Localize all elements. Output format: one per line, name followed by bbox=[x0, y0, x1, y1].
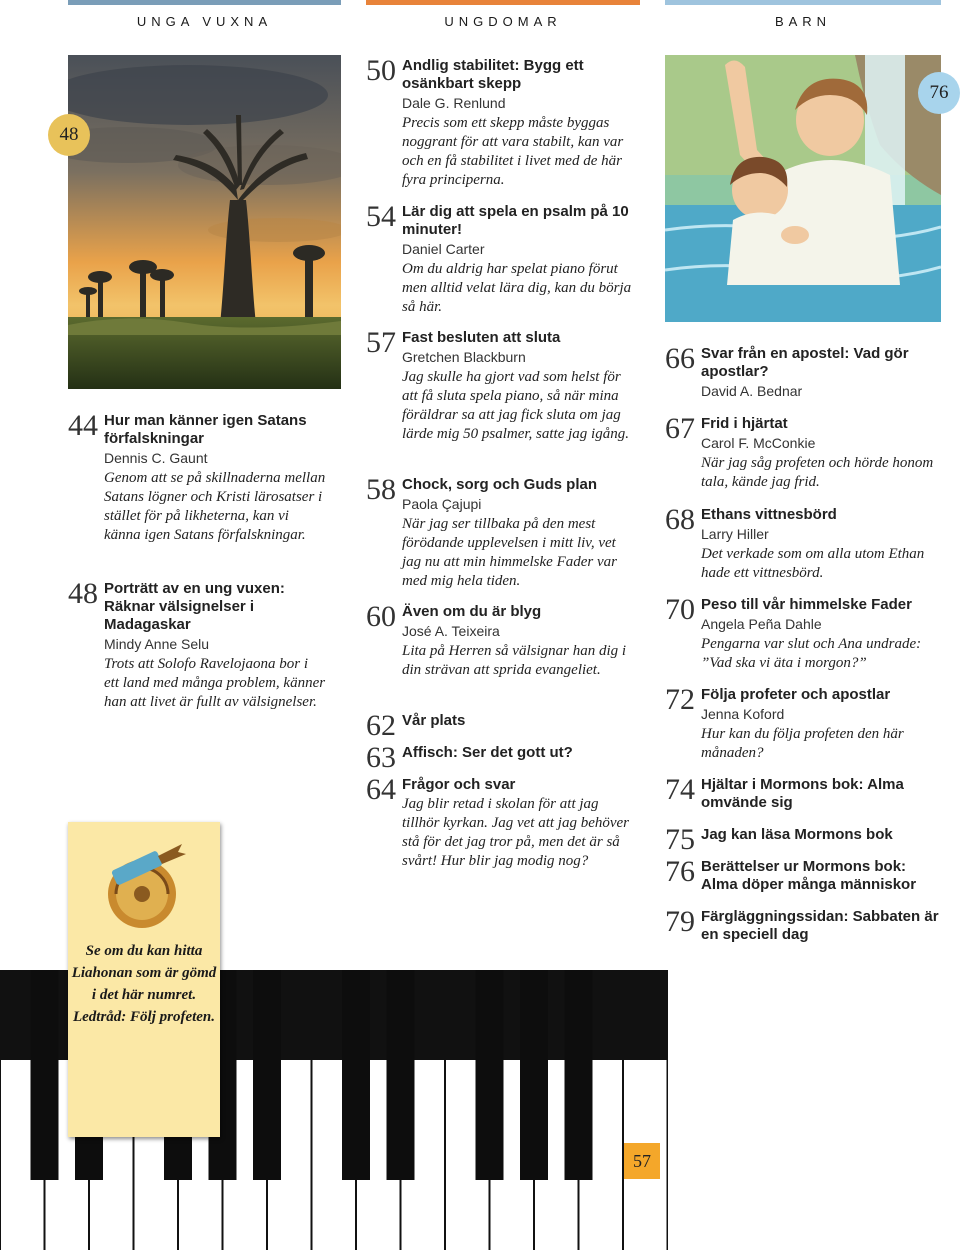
entry-title: Svar från en apostel: Vad gör apostlar? bbox=[701, 345, 909, 380]
toc-entry-79[interactable] bbox=[665, 905, 945, 944]
entry-description: Om du aldrig har spelat piano förut men alltid velat lära dig, kan du börja så här. bbox=[402, 261, 632, 315]
photo-graphic bbox=[68, 55, 341, 389]
toc-entry-63[interactable] bbox=[366, 741, 638, 774]
toc-entry-57[interactable] bbox=[366, 326, 638, 444]
entry-title: Affisch: Ser det gott ut? bbox=[402, 744, 573, 761]
entry-title: Även om du är blyg bbox=[402, 603, 542, 620]
section-label: BARN bbox=[774, 14, 832, 29]
page-number: 57 bbox=[633, 1150, 651, 1171]
entry-author: Carol F. McConkie bbox=[701, 435, 816, 451]
entry-number: 70 bbox=[665, 593, 695, 626]
toc-entry-67[interactable] bbox=[665, 412, 945, 492]
entry-description: När jag ser tillbaka på den mest förödande upplevelsen i mitt liv, vet jag nu att min himmelske Fader var med mig hela tiden. bbox=[402, 516, 617, 589]
entry-number: 50 bbox=[366, 54, 396, 87]
entry-number: 72 bbox=[665, 683, 695, 716]
entry-title: Peso till vår himmelske Fader bbox=[701, 596, 912, 613]
entry-title: Porträtt av en ung vuxen: Räknar välsignelser i Madagaskar bbox=[104, 580, 285, 633]
entry-author: David A. Bednar bbox=[701, 383, 803, 399]
entry-author: Angela Peña Dahle bbox=[701, 616, 822, 632]
entry-title: Andlig stabilitet: Bygg ett osänkbart skepp bbox=[402, 57, 584, 92]
black-key bbox=[31, 970, 59, 1180]
toc-entry-75[interactable] bbox=[665, 823, 945, 856]
page-number: 48 bbox=[59, 124, 79, 145]
entry-description: När jag såg profeten och hörde honom tala, kände jag frid. bbox=[701, 455, 934, 490]
entry-number: 67 bbox=[665, 412, 695, 445]
entry-author: Dale G. Renlund bbox=[402, 95, 506, 111]
toc-entry-72[interactable] bbox=[665, 683, 945, 763]
entry-author: Paola Çajupi bbox=[402, 496, 482, 512]
entry-title: Ethans vittnesbörd bbox=[701, 506, 837, 523]
page-number-badge-left bbox=[48, 114, 90, 156]
entry-description: Jag blir retad i skolan för att jag tillhör kyrkan. Jag vet att jag behöver stå för det jag tror på, men det är så svårt! Hur blir jag modig nog? bbox=[402, 796, 630, 869]
entry-number: 66 bbox=[665, 342, 695, 375]
black-key bbox=[342, 970, 370, 1180]
toc-entry-68[interactable] bbox=[665, 503, 945, 583]
section-header-ungdomar bbox=[366, 0, 640, 40]
toc-entry-60[interactable] bbox=[366, 600, 638, 680]
entry-description: Precis som ett skepp måste byggas noggrant för att vara stabilt, kan var och en få stabilitet i livet med de här fyra principerna. bbox=[402, 115, 624, 188]
entry-number: 62 bbox=[366, 709, 396, 742]
entry-number: 76 bbox=[665, 855, 695, 888]
entry-title: Chock, sorg och Guds plan bbox=[402, 476, 598, 493]
toc-entry-50[interactable] bbox=[366, 54, 638, 190]
entry-number: 75 bbox=[665, 823, 695, 856]
black-key bbox=[253, 970, 281, 1180]
toc-entry-66[interactable] bbox=[665, 342, 945, 401]
section-bar bbox=[68, 0, 341, 5]
entry-title: Vår plats bbox=[402, 712, 466, 729]
toc-entry-76[interactable] bbox=[665, 855, 945, 894]
entry-description: Genom att se på skillnaderna mellan Satans lögner och Kristi lärosatser i stället för på likheterna, kan vi känna igen Satans förfalskningar. bbox=[104, 470, 326, 543]
entry-title: Färgläggningssidan: Sabbaten är en speciell dag bbox=[701, 908, 939, 943]
entry-author: José A. Teixeira bbox=[402, 623, 500, 639]
entry-number: 68 bbox=[665, 503, 695, 536]
toc-entry-74[interactable] bbox=[665, 773, 945, 812]
entry-title: Berättelser ur Mormons bok: Alma döper många människor bbox=[701, 858, 917, 893]
section-bar bbox=[366, 0, 640, 5]
entry-description: Jag skulle ha gjort vad som helst för att få sluta spela piano, så när mina föräldrar sa att jag fick sluta om jag lärde mig 50 psalmer, satte jag igång. bbox=[402, 369, 629, 442]
entry-author: Mindy Anne Selu bbox=[104, 636, 210, 652]
entry-description: Pengarna var slut och Ana undrade: ”Vad ska vi äta i morgon?” bbox=[701, 636, 922, 671]
entry-number: 48 bbox=[68, 577, 98, 610]
page-number: 76 bbox=[929, 82, 949, 103]
liahona-card-text: Se om du kan hitta Liahonan som är gömd i det här numret. Ledtråd: Följ profeten. bbox=[71, 943, 217, 1025]
black-key bbox=[565, 970, 593, 1180]
entry-author: Larry Hiller bbox=[701, 526, 769, 542]
toc-entry-48[interactable] bbox=[68, 577, 326, 712]
baptism-illustration bbox=[665, 55, 941, 322]
entry-title: Lär dig att spela en psalm på 10 minuter! bbox=[402, 203, 629, 238]
toc-entry-58[interactable] bbox=[366, 473, 638, 591]
liahona-icon bbox=[98, 842, 190, 934]
black-key bbox=[476, 970, 504, 1180]
entry-title: Hjältar i Mormons bok: Alma omvände sig bbox=[701, 776, 904, 811]
section-bar bbox=[665, 0, 941, 5]
black-key bbox=[520, 970, 548, 1180]
illustration-graphic bbox=[665, 55, 941, 322]
page-number-badge-bottom bbox=[624, 1143, 660, 1179]
black-key bbox=[387, 970, 415, 1180]
section-label: UNGA VUXNA bbox=[136, 14, 273, 29]
page-number-badge-right bbox=[918, 72, 960, 114]
entry-author: Jenna Koford bbox=[701, 706, 785, 722]
toc-entry-62[interactable] bbox=[366, 709, 638, 742]
entry-number: 60 bbox=[366, 600, 396, 633]
toc-entry-70[interactable] bbox=[665, 593, 945, 673]
entry-title: Jag kan läsa Mormons bok bbox=[701, 826, 893, 843]
entry-title: Hur man känner igen Satans förfalskningar bbox=[104, 412, 307, 447]
liahona-card bbox=[68, 822, 220, 1137]
entry-description: Det verkade som om alla utom Ethan hade ett vittnesbörd. bbox=[701, 546, 925, 581]
entry-author: Gretchen Blackburn bbox=[402, 349, 526, 365]
entry-description: Hur kan du följa profeten den här månaden? bbox=[701, 726, 904, 761]
entry-description: Lita på Herren så välsignar han dig i din strävan att sprida evangeliet. bbox=[402, 643, 627, 678]
entry-author: Dennis C. Gaunt bbox=[104, 450, 208, 466]
entry-title: Frågor och svar bbox=[402, 776, 516, 793]
section-header-unga-vuxna bbox=[68, 0, 341, 40]
entry-number: 74 bbox=[665, 773, 695, 806]
toc-entry-54[interactable] bbox=[366, 200, 638, 317]
toc-entry-64[interactable] bbox=[366, 773, 638, 871]
section-header-barn bbox=[665, 0, 941, 40]
entry-number: 64 bbox=[366, 773, 396, 806]
entry-number: 44 bbox=[68, 409, 98, 442]
entry-description: Trots att Solofo Ravelojaona bor i ett land med många problem, känner han att livet är fullt av välsignelser. bbox=[104, 656, 326, 710]
entry-title: Följa profeter och apostlar bbox=[701, 686, 891, 703]
entry-number: 58 bbox=[366, 473, 396, 506]
entry-number: 57 bbox=[366, 326, 396, 359]
baobab-trees-sunset-photo bbox=[68, 55, 341, 389]
section-label: UNGDOMAR bbox=[444, 14, 562, 29]
toc-entry-44[interactable] bbox=[68, 409, 326, 545]
entry-author: Daniel Carter bbox=[402, 241, 485, 257]
entry-title: Fast besluten att sluta bbox=[402, 329, 561, 346]
entry-number: 79 bbox=[665, 905, 695, 938]
entry-number: 54 bbox=[366, 200, 396, 233]
entry-number: 63 bbox=[366, 741, 396, 774]
entry-title: Frid i hjärtat bbox=[701, 415, 788, 432]
